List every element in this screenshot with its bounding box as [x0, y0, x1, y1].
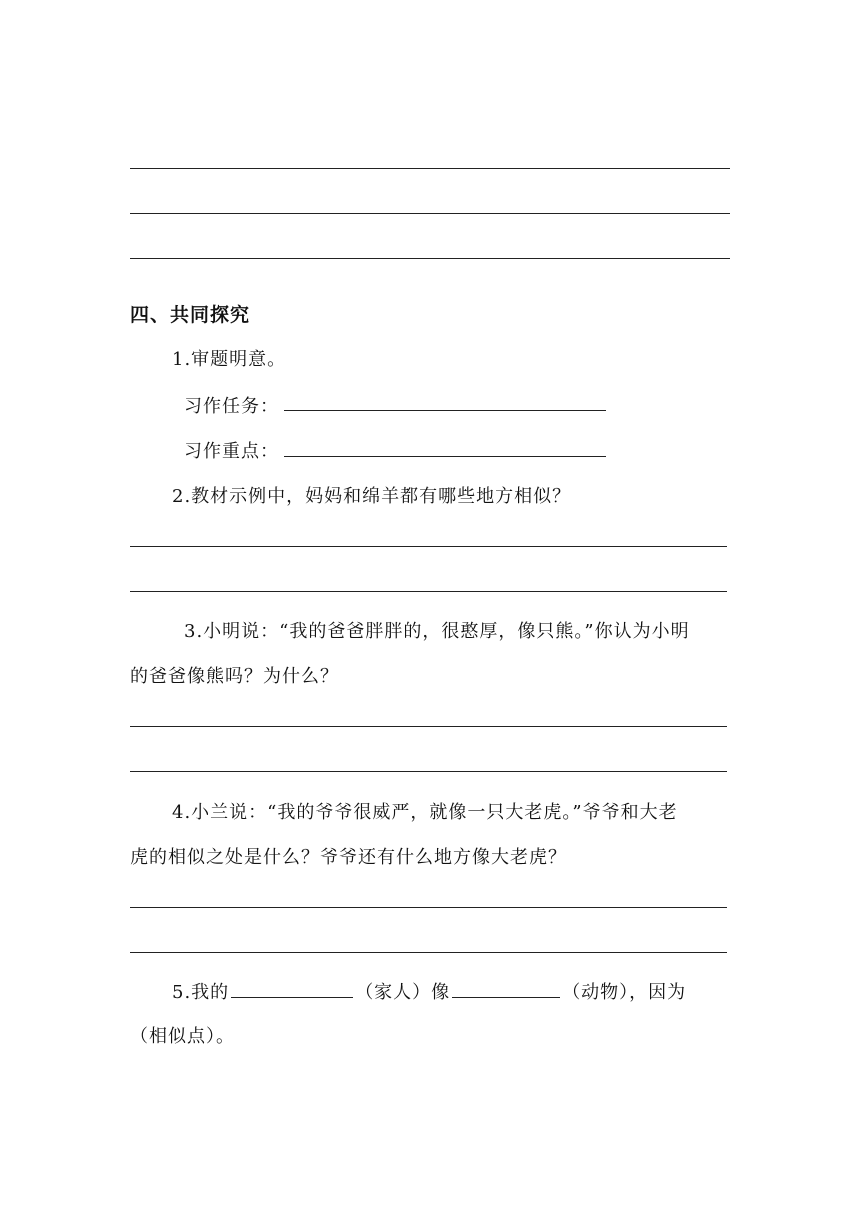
answer-line[interactable] — [130, 907, 727, 908]
writing-focus-blank[interactable] — [284, 456, 606, 457]
answer-line[interactable] — [130, 168, 730, 169]
question-1-label: 1.审题明意。 — [172, 349, 287, 370]
question-5-part2: （家人）像 — [355, 982, 451, 1003]
question-5-line2: （相似点）。 — [130, 1026, 235, 1047]
question-3-line1: 3.小明说：“我的爸爸胖胖的，很憨厚，像只熊。”你认为小明 — [184, 621, 690, 642]
answer-line[interactable] — [130, 546, 727, 547]
question-5-part1: 5.我的 — [172, 982, 230, 1003]
question-5-part3: （动物），因为 — [562, 982, 687, 1003]
answer-line[interactable] — [130, 771, 727, 772]
question-2-text: 2.教材示例中，妈妈和绵羊都有哪些地方相似？ — [172, 486, 572, 507]
question-3-line2: 的爸爸像熊吗？为什么？ — [130, 666, 339, 687]
writing-task-blank[interactable] — [284, 410, 606, 411]
answer-line[interactable] — [130, 258, 730, 259]
writing-focus-label: 习作重点： — [184, 441, 279, 462]
question-4-line1: 4.小兰说：“我的爷爷很威严，就像一只大老虎。”爷爷和大老 — [172, 802, 678, 823]
animal-blank[interactable] — [452, 979, 560, 998]
answer-line[interactable] — [130, 591, 727, 592]
answer-line[interactable] — [130, 213, 730, 214]
question-4-line2: 虎的相似之处是什么？爷爷还有什么地方像大老虎？ — [130, 847, 567, 868]
question-5-line1 — [172, 978, 686, 1004]
answer-line[interactable] — [130, 952, 727, 953]
section-heading: 四、共同探究 — [130, 304, 251, 326]
answer-line[interactable] — [130, 726, 727, 727]
writing-task-label: 习作任务： — [184, 396, 279, 417]
family-member-blank[interactable] — [231, 979, 353, 998]
